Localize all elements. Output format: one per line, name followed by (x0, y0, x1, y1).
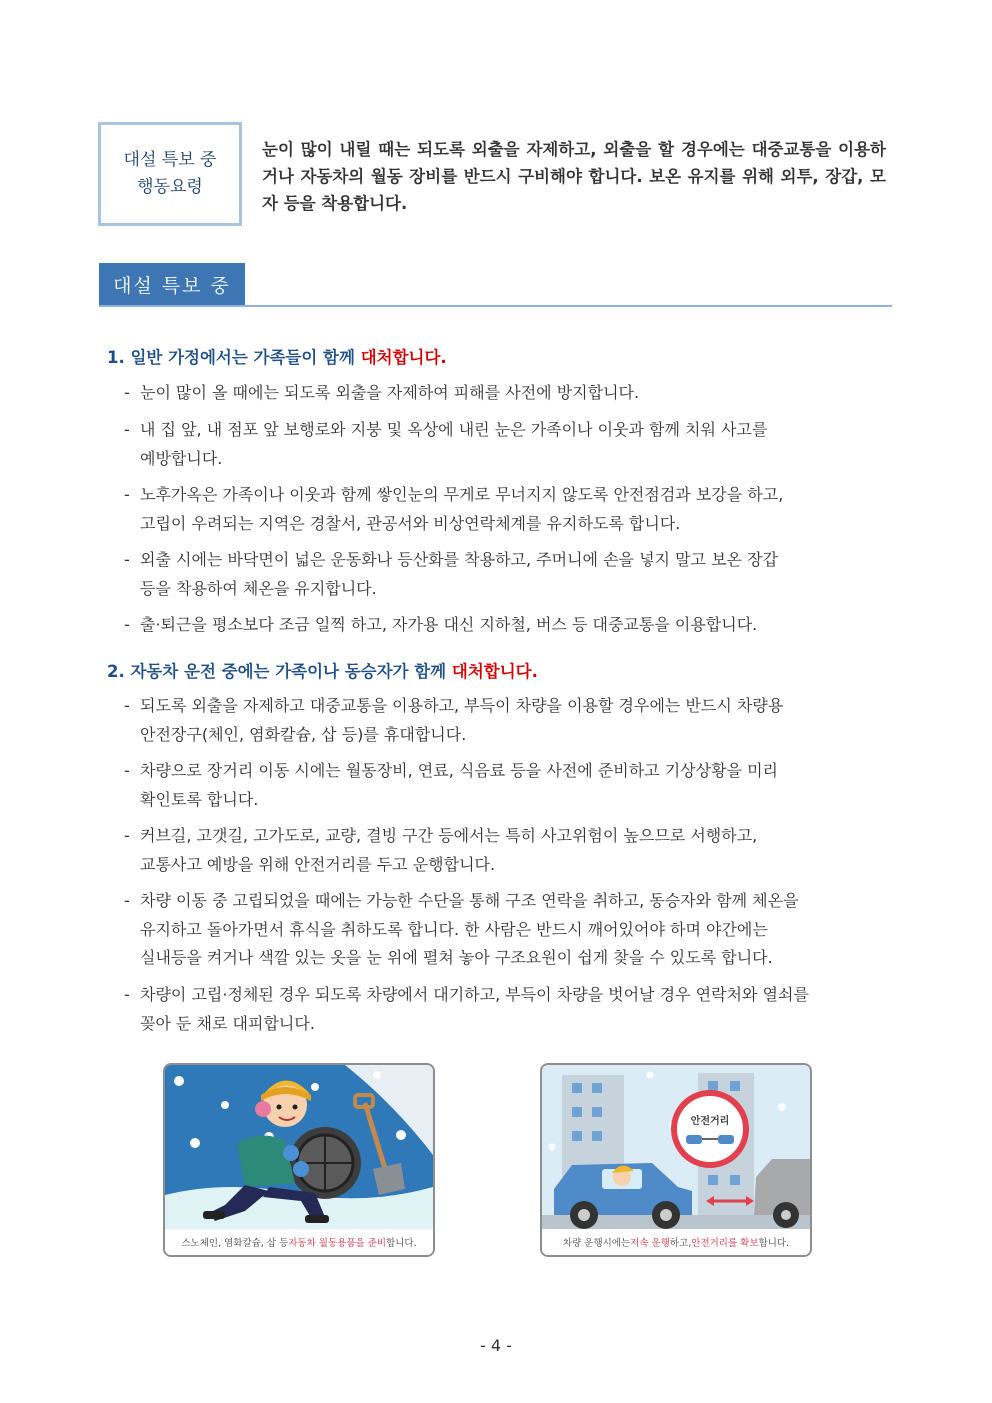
list-item-line: 고립이 우려되는 지역은 경찰서, 관공서와 비상연락체계를 유지하도록 합니다. (140, 513, 681, 533)
group-2-heading-text: 2. 자동차 운전 중에는 가족이나 동승자가 함께 (107, 662, 452, 681)
illustration-1-caption (165, 1229, 433, 1255)
group-1-heading-text: 1. 일반 가정에서는 가족들이 함께 (107, 348, 361, 367)
sign-label: 안전거리 (690, 1116, 730, 1127)
list-item-line: 노후가옥은 가족이나 이웃과 함께 쌓인눈의 무게로 무너지지 않도록 안전점검과 보강을 하고, (140, 485, 784, 504)
summary-label-line1: 대설 특보 중 (123, 150, 217, 170)
list-item-line: 눈이 많이 올 때에는 되도록 외출을 자제하여 피해를 사전에 방지합니다. (140, 383, 640, 402)
list-item-line: 차량이 고립·정체된 경우 되도록 차량에서 대기하고, 부득이 차량을 벗어날 경우 연락처와 열쇠를 (140, 985, 809, 1004)
list-item: - 출·퇴근을 평소보다 조금 일찍 하고, 자가용 대신 지하철, 버스 등 대중교통을 이용합니다. (124, 611, 884, 640)
group-2-heading (107, 658, 538, 682)
list-item-line: 등을 착용하여 체온을 유지합니다. (140, 578, 377, 598)
summary-text: 눈이 많이 내릴 때는 되도록 외출을 자제하고, 외출을 할 경우에는 대중교통을 이용하거나 자동차의 월동 장비를 반드시 구비해야 합니다. 보온 유지를 위해 외투, 장갑, 모자 등을 착용합니다. (262, 140, 886, 213)
illustration-winter-gear (163, 1063, 435, 1257)
page-number: - 4 - (480, 1336, 512, 1355)
caption-text: 합니다. (758, 1238, 790, 1249)
list-item-line: 유지하고 돌아가면서 휴식을 취하도록 합니다. 한 사람은 반드시 깨어있어야 하며 야간에는 (140, 919, 768, 939)
group-2-heading-highlight: 대처합니다. (451, 662, 538, 681)
list-item-line: 차량 이동 중 고립되었을 때에는 가능한 수단을 통해 구조 연락을 취하고, 동승자와 함께 체온을 (140, 891, 799, 910)
list-item-line: 출·퇴근을 평소보다 조금 일찍 하고, 자가용 대신 지하철, 버스 등 대중교통을 이용합니다. (140, 615, 758, 634)
section-divider (99, 305, 892, 307)
list-item-line: 확인토록 합니다. (140, 789, 259, 809)
list-item-line: 예방합니다. (140, 448, 223, 468)
list-item-line: 차량으로 장거리 이동 시에는 월동장비, 연료, 식음료 등을 사전에 준비하고 기상상황을 미리 (140, 761, 778, 780)
list-item-line: 교통사고 예방을 위해 안전거리를 두고 운행합니다. (140, 854, 496, 874)
list-item-line: 내 집 앞, 내 점포 앞 보행로와 지붕 및 옥상에 내린 눈은 가족이나 이웃과 함께 치워 사고를 (140, 420, 768, 439)
list-item: - 차량이 고립·정체된 경우 되도록 차량에서 대기하고, 부득이 차량을 벗어날 경우 연락처와 열쇠를 꽂아 둔 채로 대피합니다. (124, 981, 884, 1038)
caption-text: 스노체인, 염화칼슘, 삽 등 (181, 1238, 289, 1249)
group-1-heading-highlight: 대처합니다. (360, 348, 447, 367)
caption-text: 합니다. (386, 1238, 417, 1249)
snow-chain-illustration (165, 1065, 433, 1231)
caption-highlight: 자동차 월동용품을 준비 (288, 1238, 387, 1249)
list-item: - 커브길, 고갯길, 고가도로, 교량, 결빙 구간 등에서는 특히 사고위험이 높으므로 서행하고, 교통사고 예방을 위해 안전거리를 두고 운행합니다. (124, 822, 884, 879)
list-item: - 차량으로 장거리 이동 시에는 월동장비, 연료, 식음료 등을 사전에 준비하고 기상상황을 미리 확인토록 합니다. (124, 757, 884, 814)
illustration-safe-distance (540, 1063, 812, 1257)
list-item: - 눈이 많이 올 때에는 되도록 외출을 자제하여 피해를 사전에 방지합니다. (124, 379, 884, 408)
list-item: - 노후가옥은 가족이나 이웃과 함께 쌓인눈의 무게로 무너지지 않도록 안전점검과 보강을 하고, 고립이 우려되는 지역은 경찰서, 관공서와 비상연락체계를 유지하도록 합니다. (124, 481, 884, 538)
summary-label-line2: 행동요령 (137, 177, 203, 197)
list-item-line: 되도록 외출을 자제하고 대중교통을 이용하고, 부득이 차량을 이용할 경우에는 반드시 차량용 (140, 696, 784, 715)
list-item-line: 안전장구(체인, 염화칼슘, 삽 등)를 휴대합니다. (140, 724, 467, 744)
caption-text: 차량 운행시에는 (562, 1238, 631, 1249)
list-item-line: 외출 시에는 바닥면이 넓은 운동화나 등산화를 착용하고, 주머니에 손을 넣지 말고 보온 장갑 (140, 550, 778, 569)
list-item-line: 실내등을 켜거나 색깔 있는 옷을 눈 위에 펼쳐 놓아 구조요원이 쉽게 찾을 수 있도록 합니다. (140, 948, 773, 967)
illustration-2-caption (542, 1229, 810, 1255)
list-item-line: 꽂아 둔 채로 대피합니다. (140, 1013, 315, 1033)
caption-highlight: 안전거리를 확보 (691, 1238, 759, 1249)
list-item-line: 커브길, 고갯길, 고가도로, 교량, 결빙 구간 등에서는 특히 사고위험이 높으므로 서행하고, (140, 826, 758, 845)
safe-distance-illustration (542, 1065, 810, 1231)
list-item: - 외출 시에는 바닥면이 넓은 운동화나 등산화를 착용하고, 주머니에 손을 넣지 말고 보온 장갑 등을 착용하여 체온을 유지합니다. (124, 546, 884, 603)
list-item: - 차량 이동 중 고립되었을 때에는 가능한 수단을 통해 구조 연락을 취하고, 동승자와 함께 체온을 유지하고 돌아가면서 휴식을 취하도록 합니다. 한 사람은 반드시 깨어있어야 하며 야간에는 실내등을 켜거나 색깔 있는 옷을 눈 위에 펼쳐 놓아 구조요원이 쉽게 찾을 수 있도록 합니다. (124, 887, 884, 973)
section-title: 대설 특보 중 (99, 263, 245, 305)
list-item: - 내 집 앞, 내 점포 앞 보행로와 지붕 및 옥상에 내린 눈은 가족이나 이웃과 함께 치워 사고를 예방합니다. (124, 416, 884, 473)
group-1-heading (107, 344, 447, 368)
list-item: - 되도록 외출을 자제하고 대중교통을 이용하고, 부득이 차량을 이용할 경우에는 반드시 차량용 안전장구(체인, 염화칼슘, 삽 등)를 휴대합니다. (124, 692, 884, 749)
caption-text: 하고, (669, 1238, 692, 1249)
caption-highlight: 저속 운행 (630, 1238, 670, 1249)
summary-label-box (98, 122, 242, 226)
